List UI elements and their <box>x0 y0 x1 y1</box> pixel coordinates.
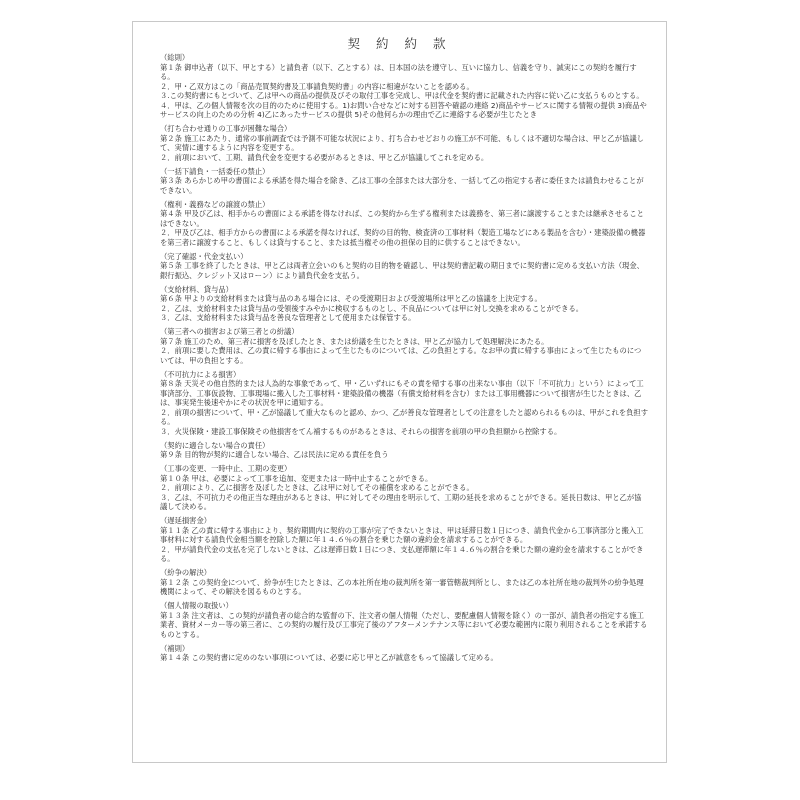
clause-text: ２．甲及び乙は、相手方からの書面による承諾を得なければ、契約の目的物、検査済の工事材料（製造工場などにある製品を含む）・建築設備の機器を第三者に譲渡すること、もしくは貸与すること、または抵当権その他の担保の目的に供することはできない。 <box>160 228 646 247</box>
clause-heading: （権利・義務などの譲渡の禁止） <box>160 199 270 209</box>
clause-heading: （打ち合わせ通りの工事が困難な場合） <box>160 124 292 133</box>
clause-text: 第１条 御申込者（以下、甲とする）と請負者（以下、乙とする）は、日本国の法を遵守し、互いに協力し、信義を守り、誠実にこの契約を履行する。 <box>160 62 637 81</box>
clause-section <box>160 370 648 437</box>
clause-heading: （工事の変更、一時中止、工期の変更） <box>160 464 292 473</box>
clause-section <box>160 124 648 162</box>
clause-text: 第５条 工事を終了したときは、甲と乙は両者立会いのもと契約の目的物を確認し、甲は契約書記載の期日までに契約書に定める支払い方法（現金、銀行振込、クレジット又はローン）により請負代金を支払う。 <box>160 261 644 280</box>
clause-heading: （一括下請負・一括委任の禁止） <box>160 166 270 176</box>
clause-heading: （紛争の解決） <box>160 568 212 577</box>
clause-heading: （補則） <box>160 643 190 653</box>
clause-heading: （第三者への損害および第三者との紛議） <box>160 327 299 336</box>
contract-sheet <box>132 21 667 763</box>
clause-heading: （遅延損害金） <box>160 516 212 525</box>
clause-section <box>160 285 648 323</box>
clause-text: 第１０条 甲は、必要によって工事を追加、変更または一時中止することができる。 <box>160 473 433 483</box>
clause-section <box>160 327 648 365</box>
clause-section <box>160 464 648 512</box>
clause-text: ２．甲・乙双方はこの「商品売買契約書及工事請負契約書」の内容に相違がないことを認める。 <box>160 81 474 91</box>
clause-text: 第７条 施工のため、第三者に損害を及ぼしたとき、または紛議を生じたときは、甲と乙が協力して処理解決にあたる。 <box>160 336 549 346</box>
clause-text: ３．乙は、支給材料または貸与品を善良な管理者として使用または保管する。 <box>160 313 416 322</box>
clause-text: ２．前項に要した費用は、乙の責に帰する事由によって生じたものについては、乙の負担とする。なお甲の責に帰する事由によって生じたものについては、甲の負担とする。 <box>160 346 642 365</box>
clause-text: 第６条 甲よりの支給材料または貸与品のある場合には、その受渡期日および受渡場所は甲と乙の協議を上決定する。 <box>160 294 542 303</box>
clause-section <box>160 644 648 663</box>
document-title: 契 約 約 款 <box>347 36 452 51</box>
clause-text: 第１４条 この契約書に定めのない事項については、必要に応じ甲と乙が誠意をもって協議して定める。 <box>160 653 498 662</box>
clause-section <box>160 601 648 639</box>
clause-text: 第４条 甲及び乙は、相手からの書面による承諾を得なければ、この契約から生ずる権利または義務を、第三者に譲渡することまたは継承させることはできない。 <box>160 209 644 228</box>
clause-heading: （完了確認・代金支払い） <box>160 251 248 261</box>
clause-text: 第３条 あらかじめ甲の書面による承諾を得た場合を除き、乙は工事の全部または大部分を、一括して乙の指定する者に委任または請負わせることができない。 <box>160 176 644 195</box>
clause-heading: （個人情報の取扱い） <box>160 601 233 610</box>
clause-section <box>160 53 648 120</box>
clause-text: ３.この契約書にもとづいて、乙は甲への商品の提供及びその取付工事を完成し、甲は代金を契約書に記載された内容に従い乙に支払うものとする。 <box>160 91 644 100</box>
clause-heading: （契約に適合しない場合の責任） <box>160 440 270 450</box>
clause-text: ３．乙は、不可抗力その他正当な理由があるときは、甲に対してその理由を明示して、工期の延長を求めることができる。延長日数は、甲と乙が協議して決める。 <box>160 492 642 511</box>
clause-text: 第８条 天災その他自然的または人為的な事象であって、甲・乙いずれにもその責を帰する事の出来ない事由（以下「不可抗力」という）によって工事済部分、工事仮設物、工事現場に搬入した工事材料・建築設備の機器（有償支給材料を含む）または工事用機器について損害が生じたときは、乙は、事実発生後速やかにその状況を甲に通知する。 <box>160 379 644 407</box>
clause-text: ３．火災保険・建設工事保険その他損害をてん補するものがあるときは、それらの損害を前項の甲の負担額から控除する。 <box>160 426 562 436</box>
clause-section <box>160 441 648 460</box>
clause-section <box>160 252 648 281</box>
clause-text: 第１１条 乙の責に帰する事由により、契約期間内に契約の工事が完了できないときは、甲は延滞日数１日につき、請負代金から工事済部分と搬入工事材料に対する請負代金相当額を控除した額に年１４.６％の割合を乗じた額の違約金を請求することができる。 <box>160 525 644 544</box>
clause-text: 第２条 施工にあたり、通常の事前調査では予測不可能な状況により、打ち合わせどおりの施工が不可能、もしくは不適切な場合は、甲と乙が協議して、実情に適するように内容を変更する。 <box>160 133 644 152</box>
clause-text: ４．甲は、乙の個人情報を次の目的のために使用する。1)お問い合せなどに対する回答や確認の連絡 2)商品やサービスに関する情報の提供 3)商品やサービスの向上のための分析 4)乙にあったサービスの提供 5)その他何らかの理由で乙に連絡する必要が生じたとき <box>160 100 647 119</box>
clause-heading: （支給材料、貸与品） <box>160 284 233 294</box>
clause-section <box>160 516 648 564</box>
clause-section <box>160 200 648 248</box>
contract-clauses <box>160 53 648 667</box>
clause-text: 第１３条 注文者は、この契約が請負者の総合的な監督の下、注文者の個人情報（ただし、要配慮個人情報を除く）の一部が、請負者の指定する施工業者、資材メーカー等の第三者に、この契約の履行及び工事完了後のアフターメンテナンス等において必要な範囲内に限り利用されることを承諾するものとする。 <box>160 610 648 639</box>
clause-heading: （総則） <box>160 53 190 62</box>
clause-section <box>160 568 648 597</box>
clause-text: ２．乙は、支給材料または貸与品の受領後すみやかに検収するものとし、不良品については甲に対し交換を求めることができる。 <box>160 303 584 313</box>
clause-heading: （不可抗力による損害） <box>160 369 241 379</box>
clause-text: 第１２条 この契約金について、紛争が生じたときは、乙の本社所在地の裁判所を第一審管轄裁判所とし、または乙の本社所在地の裁判外の紛争処理機関によって、その解決を図るものとする。 <box>160 577 644 596</box>
clause-text: ２．甲が請負代金の支払を完了しないときは、乙は遅滞日数１日につき、支払遅滞額に年１４.６％の割合を乗じた額の違約金を請求することができる。 <box>160 544 644 563</box>
clause-text: 第９条 目的物が契約に適合しない場合、乙は民法に定める責任を負う <box>160 450 389 459</box>
clause-section <box>160 167 648 196</box>
clause-text: ２．前項において、工期、請負代金を変更する必要があるときは、甲と乙が協議してこれを定める。 <box>160 152 489 162</box>
clause-text: ２．前項により、乙に損害を及ぼしたときは、乙は甲に対してその補償を求めることができる。 <box>160 483 474 492</box>
clause-text: ２．前項の損害について、甲・乙が協議して重大なものと認め、かつ、乙が善良な管理者としての注意をしたと認められるものは、甲がこれを負担する。 <box>160 407 649 426</box>
